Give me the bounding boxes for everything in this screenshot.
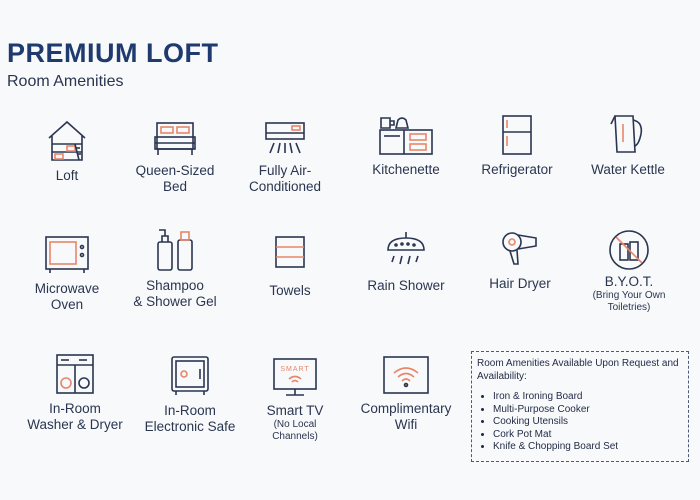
no-toiletries-icon — [607, 228, 651, 272]
amenity-note: (No Local — [273, 419, 317, 430]
amenity-label: In-Room — [49, 401, 101, 416]
amenity-note: (Bring Your Own — [592, 290, 666, 301]
amenity-label: Electronic Safe — [144, 419, 236, 434]
smart-tv-icon — [272, 357, 318, 399]
amenity-bed — [115, 121, 235, 195]
amenity-label: Refrigerator — [481, 162, 553, 177]
amenity-note: Channels) — [272, 431, 318, 442]
amenity-microwave — [7, 235, 127, 313]
amenity-label: Queen-Sized — [135, 163, 215, 178]
amenity-label: Oven — [50, 297, 84, 312]
list-item: • Iron & Ironing Board — [493, 391, 683, 404]
list-item: • Multi-Purpose Cooker — [493, 404, 683, 417]
amenity-label: Shampoo — [146, 278, 204, 293]
amenity-label: Wifi — [394, 417, 418, 432]
page-subtitle: Room Amenities — [7, 73, 124, 90]
amenity-label: In-Room — [164, 403, 216, 418]
safe-icon — [170, 355, 210, 397]
amenity-label: Washer & Dryer — [27, 417, 123, 432]
amenity-label: Loft — [55, 168, 79, 183]
list-item: • Cork Pot Mat — [493, 429, 683, 442]
refrigerator-icon — [501, 114, 533, 156]
kitchenette-icon — [378, 114, 434, 156]
page-title: PREMIUM LOFT — [7, 38, 219, 68]
tv-screen-text: SMART — [280, 366, 310, 373]
amenity-washer-dryer — [15, 353, 135, 433]
amenity-label: Rain Shower — [367, 278, 445, 293]
water-kettle-icon — [609, 112, 647, 156]
bed-icon — [154, 121, 196, 157]
amenity-label: Hair Dryer — [489, 276, 551, 291]
rain-shower-icon — [384, 230, 428, 272]
amenity-label: Bed — [162, 179, 188, 194]
amenity-wifi — [346, 355, 466, 433]
washer-dryer-icon — [55, 353, 95, 395]
loft-icon — [47, 118, 87, 162]
amenity-label: Fully Air- — [258, 163, 312, 178]
amenity-byot — [569, 228, 689, 314]
amenity-safe — [130, 355, 250, 435]
amenity-kitchenette — [346, 114, 466, 178]
amenity-rain-shower — [346, 230, 466, 294]
towels-icon — [274, 235, 306, 269]
hair-dryer-icon — [500, 230, 540, 270]
air-conditioner-icon — [264, 121, 306, 157]
amenity-water-kettle — [568, 112, 688, 178]
amenity-label: Smart TV — [266, 403, 324, 418]
amenity-label: Microwave — [34, 281, 100, 296]
amenity-smart-tv — [235, 357, 355, 443]
microwave-icon — [44, 235, 90, 275]
wifi-icon — [382, 355, 430, 395]
amenity-air-conditioned — [225, 121, 345, 195]
shampoo-bottles-icon — [153, 228, 197, 272]
list-item: • Knife & Chopping Board Set — [493, 441, 683, 454]
amenity-label: Towels — [269, 283, 311, 298]
amenity-shampoo — [115, 228, 235, 310]
amenity-label: Kitchenette — [372, 162, 440, 177]
request-list — [477, 391, 683, 454]
amenity-label: B.Y.O.T. — [604, 274, 654, 289]
list-item: • Cooking Utensils — [493, 416, 683, 429]
amenity-label: Water Kettle — [591, 162, 665, 177]
request-amenities-box — [471, 351, 689, 462]
request-box-heading: Room Amenities Available Upon Request and Availability: — [477, 358, 679, 382]
amenity-note: Toiletries) — [607, 302, 651, 313]
amenity-loft — [7, 118, 127, 184]
amenity-towels — [230, 235, 350, 299]
amenity-label: & Shower Gel — [133, 294, 217, 309]
amenity-hair-dryer — [460, 230, 580, 292]
amenity-label: Complimentary — [360, 401, 452, 416]
amenity-refrigerator — [457, 114, 577, 178]
amenity-label: Conditioned — [248, 179, 322, 194]
